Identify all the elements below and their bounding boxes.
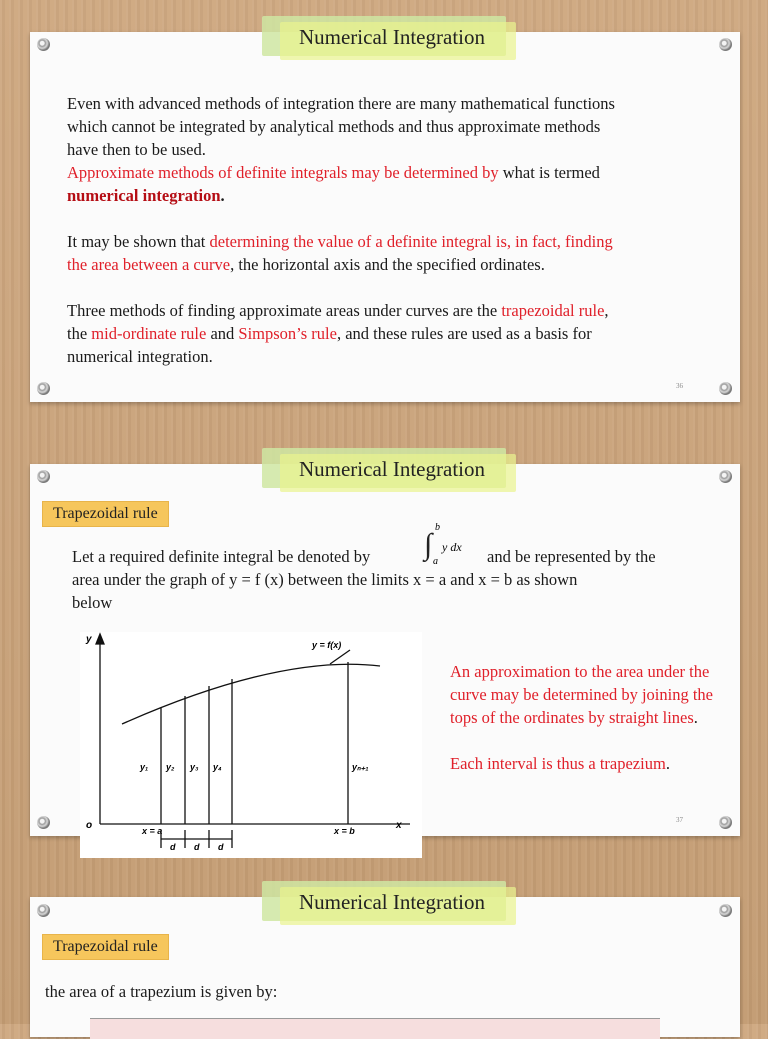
highlight-text: mid-ordinate rule: [91, 324, 207, 343]
y-axis-label: y: [86, 634, 92, 645]
text-span: Three methods of finding approximate areas under curves are the: [67, 301, 502, 320]
rivet-icon: [719, 38, 732, 51]
rivet-icon: [37, 382, 50, 395]
ordinate-label: y₁: [140, 762, 149, 772]
title-banner: [262, 881, 506, 921]
text-line: [67, 230, 717, 253]
text-span: .: [693, 708, 698, 727]
slide-36: [30, 25, 740, 402]
ordinate-label: y₄: [213, 762, 222, 772]
rivet-icon: [719, 470, 732, 483]
interval-label: d: [170, 842, 176, 852]
text-line: [67, 161, 717, 184]
text-line: [67, 184, 717, 207]
integral-upper: b: [435, 522, 440, 533]
text-line: [67, 253, 717, 276]
title-banner: [262, 448, 506, 488]
text-span: , and these rules are used as a basis for: [336, 324, 592, 343]
rivet-icon: [719, 382, 732, 395]
text-span: ,: [604, 301, 609, 320]
slide-body: [67, 92, 717, 368]
rivet-icon: [37, 904, 50, 917]
text-span: .: [220, 186, 225, 205]
interval-label: d: [218, 842, 224, 852]
text-span: and: [206, 324, 239, 343]
pointer-arrow: [330, 650, 350, 664]
bold-term: numerical integration: [67, 186, 221, 205]
integrand: y dx: [442, 540, 462, 554]
xa-label: x = a: [142, 826, 163, 836]
slide-38: [30, 890, 740, 1037]
rivet-icon: [37, 38, 50, 51]
page-number: 37: [676, 816, 683, 824]
rivet-icon: [37, 470, 50, 483]
section-label: Trapezoidal rule: [42, 501, 169, 527]
rivet-icon: [719, 816, 732, 829]
note-text: An approximation to the area under the curve may be determined by joining the tops of the ordinates by straight lines: [450, 662, 714, 727]
highlight-text: determining the value of a definite integral is, in fact, finding: [209, 232, 613, 251]
text-span: the: [67, 324, 92, 343]
text-line: numerical integration.: [67, 347, 213, 366]
highlight-text: trapezoidal rule: [501, 301, 605, 320]
curve-label: y = f(x): [312, 640, 342, 650]
highlight-text: the area between a curve: [67, 255, 231, 274]
text-line: [67, 322, 717, 345]
text-span: .: [665, 754, 670, 773]
slide-title: Numerical Integration: [298, 457, 485, 481]
ordinate-label: yₙ₊₁: [352, 762, 369, 772]
slide-title: Numerical Integration: [298, 25, 485, 49]
ordinate-label: y₂: [166, 762, 175, 772]
x-axis-label: x: [396, 820, 402, 831]
intro-line: area under the graph of y = f (x) between the limits x = a and x = b as shown: [72, 570, 578, 589]
y-arrow: [96, 634, 104, 644]
text-line: Even with advanced methods of integration there are many mathematical functions: [67, 94, 615, 113]
text-line: have then to be used.: [67, 140, 206, 159]
trapezoidal-graph: [80, 632, 422, 858]
ordinate-label: y₃: [190, 762, 199, 772]
interval-label: d: [194, 842, 200, 852]
title-banner: [262, 16, 506, 56]
text-span: It may be shown that: [67, 232, 210, 251]
intro-line: Let a required definite integral be denoted by: [72, 547, 371, 566]
text-span: , the horizontal axis and the specified ordinates.: [230, 255, 545, 274]
highlight-text: Simpson’s rule: [238, 324, 337, 343]
slide-37: [30, 457, 740, 852]
intro-line: below: [72, 593, 113, 612]
text-line: which cannot be integrated by analytical methods and thus approximate methods: [67, 117, 601, 136]
highlight-text: Approximate methods of definite integrals may be determined by: [67, 163, 499, 182]
formula-box: [90, 1018, 660, 1039]
page-number: 36: [676, 382, 683, 390]
approximation-note: [450, 660, 735, 775]
xb-label: x = b: [334, 826, 355, 836]
slide-title: Numerical Integration: [298, 890, 485, 914]
text-line: [67, 299, 717, 322]
rivet-icon: [719, 904, 732, 917]
intro-line: and be represented by the: [487, 547, 656, 566]
rivet-icon: [37, 816, 50, 829]
origin-label: o: [86, 820, 93, 831]
integral-lower: a: [433, 556, 438, 567]
text-span: what is termed: [498, 163, 600, 182]
integral-symbol: ∫ b a y dx: [424, 522, 462, 567]
section-label: Trapezoidal rule: [42, 934, 169, 960]
note-text: Each interval is thus a trapezium: [450, 754, 666, 773]
body-line: the area of a trapezium is given by:: [45, 982, 278, 1001]
